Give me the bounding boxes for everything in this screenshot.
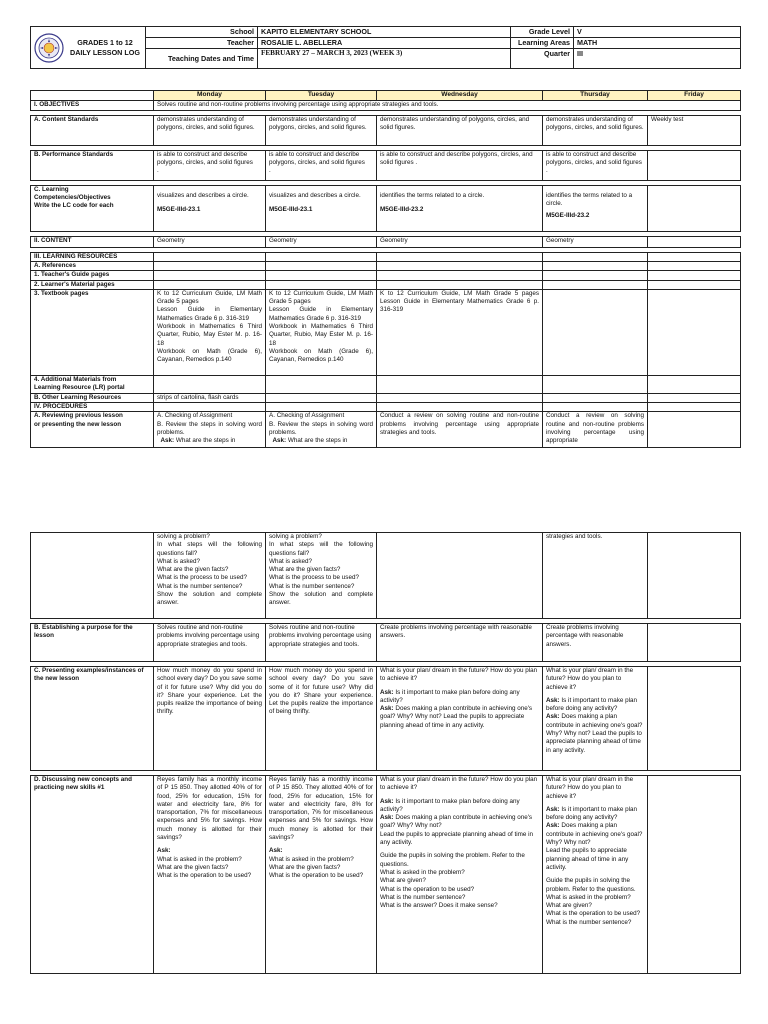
competencies-label: C. Learning Competencies/Objectives Write the LC code for each	[31, 185, 154, 231]
examples-fri	[648, 667, 741, 771]
grade-value: V	[574, 27, 741, 38]
ask-label: Ask:	[546, 713, 560, 721]
teachers-guide-label: 1. Teacher's Guide pages	[31, 271, 154, 280]
examples-wed-q: What is your plan/ dream in the future? How do you plan to achieve it?	[380, 667, 538, 683]
day-friday: Friday	[648, 91, 741, 101]
content-mon: Geometry	[154, 236, 266, 247]
teacher-value: ROSALIE L. ABELLERA	[258, 38, 511, 49]
references-row	[31, 262, 741, 271]
ask-label: Ask:	[160, 437, 175, 445]
examples-thu-ask2: Does making a plan contribute in achieving one's goal? Why? Why not? Lead the pupils to appreciate planning ahead of time in any activity.	[546, 713, 643, 754]
discuss-wed-ask2: Does making a plan contribute in achieving one's goal? Why? Why not? Lead the pupils to appreciate planning ahead of time in any activity.	[380, 814, 533, 847]
review-mon-ask-line	[157, 437, 262, 445]
procedures-label: IV. PROCEDURES	[31, 403, 154, 412]
discuss-tue	[266, 776, 377, 974]
purpose-fri	[648, 624, 741, 662]
objectives-label: I. OBJECTIVES	[31, 100, 154, 110]
review-fri	[648, 412, 741, 448]
content-std-mon: demonstrates understanding of polygons, circles, and solid figures.	[154, 115, 266, 145]
textbook-wed: K to 12 Curriculum Guide, LM Math Grade 5 pages Lesson Guide in Elementary Mathematics Grade 6 p. 316-319	[377, 289, 543, 375]
objectives-text: Solves routine and non-routine problems involving percentage using appropriate strategies and tools.	[154, 100, 741, 110]
comp-wed-code: M5GE-IIId-23.2	[380, 206, 424, 213]
discuss-thu-ask2: Does making a plan contribute in achieving one's goal? Why? Why not? Lead the pupils to appreciate planning ahead of time in any activity.	[546, 822, 643, 871]
other-resources-row	[31, 393, 741, 402]
discuss-wed-ask1: Is it important to make plan before doing any activity?	[380, 797, 520, 813]
perf-std-wed: is able to construct and describe polygons, circles, and solid figures .	[377, 150, 543, 180]
examples-thu-ask2-line	[546, 713, 644, 754]
additional-materials-label: 4. Additional Materials from Learning Resource (LR) portal	[31, 375, 154, 393]
discussing-row	[31, 776, 741, 974]
textbook-tue: K to 12 Curriculum Guide, LM Math Grade 5 pages Lesson Guide in Elementary Mathematics Grade 6 p. 316-319 Workbook in Mathematics 6 Third Quarter, Rubio, May Ester M. p. 16-18 Workbook on Math (Grade 6), Cayanan, Remedios p.140	[266, 289, 377, 375]
dll-table-page1	[30, 90, 740, 448]
performance-standards-label: B. Performance Standards	[31, 150, 154, 180]
procedures-row	[31, 403, 741, 412]
logo-and-title	[31, 27, 146, 69]
other-resources-mon: strips of cartolina, flash cards	[154, 393, 266, 402]
textbook-thu	[543, 289, 648, 375]
discuss-mon	[154, 776, 266, 974]
school-label: School	[146, 27, 258, 38]
review-cont-fri	[648, 533, 741, 619]
discuss-wed-q: What is your plan/ dream in the future? How do you plan to achieve it?	[380, 776, 538, 792]
ask-label: Ask:	[272, 437, 287, 445]
examples-thu-q: What is your plan/ dream in the future? How do you plan to achieve it?	[546, 667, 634, 691]
content-label: II. CONTENT	[31, 236, 154, 247]
examples-thu-ask1: Is it important to make plan before doing any activity?	[546, 696, 638, 713]
review-cont-tue: solving a problem? In what steps will the following questions fall? What is asked? What are the given facts? What is the process to be used? What is the number sentence? Show the solution and complete answer.	[266, 533, 377, 619]
content-std-tue: demonstrates understanding of polygons, circles, and solid figures.	[266, 115, 377, 145]
textbook-mon: K to 12 Curriculum Guide, LM Math Grade 5 pages Lesson Guide in Elementary Mathematics Grade 6 p. 316-319 Workbook in Mathematics 6 Third Quarter, Rubio, May Ester M. p. 16-18 Workbook on Math (Grade 6), Cayanan, Remedios p.140	[154, 289, 266, 375]
content-standards-label: A. Content Standards	[31, 115, 154, 145]
quarter-label: Quarter	[511, 49, 574, 69]
dates-value: FEBRUARY 27 – MARCH 3, 2023 (WEEK 3)	[258, 49, 511, 69]
content-row	[31, 236, 741, 247]
examples-wed-ask2: Does making a plan contribute in achieving one's goal? Why? Why not? Lead the pupils to appreciate planning ahead of time in any activity.	[380, 705, 533, 729]
review-tue-ask: What are the steps in	[286, 437, 348, 445]
content-std-wed: demonstrates understanding of polygons, circles, and solid figures.	[377, 115, 543, 145]
discuss-thu-ask2-line	[546, 822, 644, 872]
comp-mon-cell	[154, 185, 266, 231]
purpose-thu: Create problems involving percentage with reasonable answers.	[543, 624, 648, 662]
discuss-mon-problem: Reyes family has a monthly income of P 15 850. They allotted 40% of for food, 25% for education, 15% for water and electricity fare, 8% for transportation, 7% for miscellaneous expenses and 5% for savings. How much money is allotted for their savings?	[157, 776, 262, 842]
review-mon-b: B. Review the steps in solving word problems.	[157, 420, 262, 437]
comp-tue-cell	[266, 185, 377, 231]
review-tue	[266, 412, 377, 448]
area-value: MATH	[574, 38, 741, 49]
quarter-value: III	[574, 49, 741, 69]
teacher-label: Teacher	[146, 38, 258, 49]
review-thu: Conduct a review on solving routine and non-routine problems involving percentage using appropriate	[543, 412, 648, 448]
examples-wed-ask2-line	[380, 705, 539, 730]
log-title: DAILY LESSON LOG	[70, 47, 140, 57]
grade-label: Grade Level	[511, 27, 574, 38]
day-thursday: Thursday	[543, 91, 648, 101]
area-label: Learning Areas	[511, 38, 574, 49]
review-tue-a: A. Checking of Assignment	[269, 412, 345, 420]
examples-wed-ask1-line	[380, 689, 539, 706]
examples-row	[31, 667, 741, 771]
ask-label: Ask:	[380, 814, 394, 822]
deped-seal-icon	[34, 33, 64, 63]
dll-header	[30, 26, 740, 69]
discuss-wed	[377, 776, 543, 974]
textbook-label: 3. Textbook pages	[31, 289, 154, 375]
discussing-label: D. Discussing new concepts and practicing new skills #1	[31, 776, 154, 974]
discuss-tue-questions: What is asked in the problem? What are the given facts? What is the operation to be used?	[269, 855, 364, 880]
review-cont-mon: solving a problem? In what steps will the following questions fall? What is asked? What are the given facts? What is the process to be used? What is the number sentence? Show the solution and complete answer.	[154, 533, 266, 619]
purpose-tue: Solves routine and non-routine problems involving percentage using appropriate strategies and tools.	[266, 624, 377, 662]
additional-materials-row	[31, 375, 741, 393]
references-label: A. References	[31, 262, 154, 271]
perf-std-tue: is able to construct and describe polygons, circles, and solid figures .	[266, 150, 377, 180]
school-value: KAPITO ELEMENTARY SCHOOL	[258, 27, 511, 38]
discuss-thu	[543, 776, 648, 974]
comp-mon-code: M5GE-IIId-23.1	[157, 206, 201, 213]
content-std-thu: demonstrates understanding of polygons, circles, and solid figures.	[543, 115, 648, 145]
discuss-tue-ask: Ask:	[269, 847, 283, 855]
content-tue: Geometry	[266, 236, 377, 247]
comp-wed-cell	[377, 185, 543, 231]
comp-wed: identifies the terms related to a circle.	[380, 191, 485, 199]
examples-wed-ask1: Is it important to make plan before doing any activity?	[380, 688, 520, 704]
review-cont-thu: strategies and tools.	[543, 533, 648, 619]
ask-label: Ask:	[380, 705, 394, 713]
examples-thu	[543, 667, 648, 771]
content-fri	[648, 236, 741, 247]
dates-label: Teaching Dates and Time	[146, 49, 258, 69]
comp-mon: visualizes and describes a circle.	[157, 191, 249, 199]
objectives-row	[31, 100, 741, 110]
examples-wed	[377, 667, 543, 771]
competencies-row	[31, 185, 741, 231]
comp-thu: identifies the terms related to a circle.	[546, 191, 633, 207]
review-tue-ask-line	[269, 437, 373, 445]
discuss-mon-questions: What is asked in the problem? What are the given facts? What is the operation to be used?	[157, 855, 252, 880]
resources-row	[31, 252, 741, 261]
purpose-mon: Solves routine and non-routine problems involving percentage using appropriate strategies and tools.	[154, 624, 266, 662]
purpose-row	[31, 624, 741, 662]
comp-fri	[648, 185, 741, 231]
examples-tue: How much money do you spend in school every day? Do you save some of it for future use? Why did you do it? Share your experience. Let the pupils realize the importance of being thrifty.	[266, 667, 377, 771]
ask-label: Ask:	[546, 822, 560, 830]
other-resources-label: B. Other Learning Resources	[31, 393, 154, 402]
review-cont-label	[31, 533, 154, 619]
discuss-wed-ask1-line	[380, 798, 539, 815]
textbook-fri	[648, 289, 741, 375]
ask-label: Ask:	[380, 688, 394, 696]
discuss-thu-q: What is your plan/ dream in the future? How do you plan to achieve it?	[546, 776, 634, 800]
textbook-row	[31, 289, 741, 375]
content-thu: Geometry	[543, 236, 648, 247]
perf-std-fri	[648, 150, 741, 180]
learners-material-row	[31, 280, 741, 289]
discuss-fri	[648, 776, 741, 974]
dll-table-page2	[30, 532, 740, 974]
content-wed: Geometry	[377, 236, 543, 247]
discuss-thu-ask1-line	[546, 806, 644, 823]
review-row	[31, 412, 741, 448]
review-mon-ask: What are the steps in	[174, 437, 236, 445]
discuss-mon-ask: Ask:	[157, 847, 171, 855]
comp-thu-cell	[543, 185, 648, 231]
purpose-wed: Create problems involving percentage with reasonable answers.	[377, 624, 543, 662]
content-std-fri: Weekly test	[648, 115, 741, 145]
day-monday: Monday	[154, 91, 266, 101]
learners-material-label: 2. Learner's Material pages	[31, 280, 154, 289]
comp-thu-code: M5GE-IIId-23.2	[546, 212, 590, 220]
comp-tue: visualizes and describes a circle.	[269, 191, 361, 199]
performance-standards-row	[31, 150, 741, 180]
blank-cell	[31, 91, 154, 101]
review-cont-wed	[377, 533, 543, 619]
purpose-label: B. Establishing a purpose for the lesson	[31, 624, 154, 662]
discuss-wed-ask2-line	[380, 814, 539, 847]
examples-thu-ask1-line	[546, 697, 644, 714]
examples-label: C. Presenting examples/instances of the new lesson	[31, 667, 154, 771]
perf-std-thu: is able to construct and describe polygons, circles, and solid figures .	[543, 150, 648, 180]
review-wed: Conduct a review on solving routine and non-routine problems involving percentage using appropriate strategies and tools.	[377, 412, 543, 448]
day-header-row	[31, 91, 741, 101]
day-tuesday: Tuesday	[266, 91, 377, 101]
discuss-wed-guide: Guide the pupils in solving the problem. Refer to the questions. What is asked in the problem? What are given? What is the operation to be used? What is the number sentence? What is the answer? Does it make sense?	[380, 852, 525, 910]
review-tue-b: B. Review the steps in solving word problems.	[269, 420, 373, 437]
grades-title: GRADES 1 to 12	[77, 37, 133, 47]
teachers-guide-row	[31, 271, 741, 280]
resources-label: III. LEARNING RESOURCES	[31, 252, 154, 261]
ask-label: Ask:	[380, 797, 394, 805]
discuss-tue-problem: Reyes family has a monthly income of P 15 850. They allotted 40% of for food, 25% for education, 15% for water and electricity fare, 8% for transportation, 7% for miscellaneous expenses and 5% for savings. How much money is allotted for their savings?	[269, 776, 373, 842]
ask-label: Ask:	[546, 696, 560, 704]
day-wednesday: Wednesday	[377, 91, 543, 101]
examples-mon: How much money do you spend in school every day? Do you save some of it for future use? Why did you do it? Share your experience. Let the pupils realize the importance of being thrifty.	[154, 667, 266, 771]
perf-std-mon: is able to construct and describe polygons, circles, and solid figures .	[154, 150, 266, 180]
discuss-thu-guide: Guide the pupils in solving the problem. Refer to the questions. What is asked in the problem? What are given? What is the operation to be used? What is the number sentence?	[546, 877, 641, 926]
comp-tue-code: M5GE-IIId-23.1	[269, 206, 313, 213]
review-mon-a: A. Checking of Assignment	[157, 412, 233, 420]
discuss-thu-ask1: Is it important to make plan before doing any activity?	[546, 805, 638, 822]
review-mon	[154, 412, 266, 448]
content-standards-row	[31, 115, 741, 145]
ask-label: Ask:	[546, 805, 560, 813]
review-label: A. Reviewing previous lesson or presenting the new lesson	[31, 412, 154, 448]
review-continued-row	[31, 533, 741, 619]
